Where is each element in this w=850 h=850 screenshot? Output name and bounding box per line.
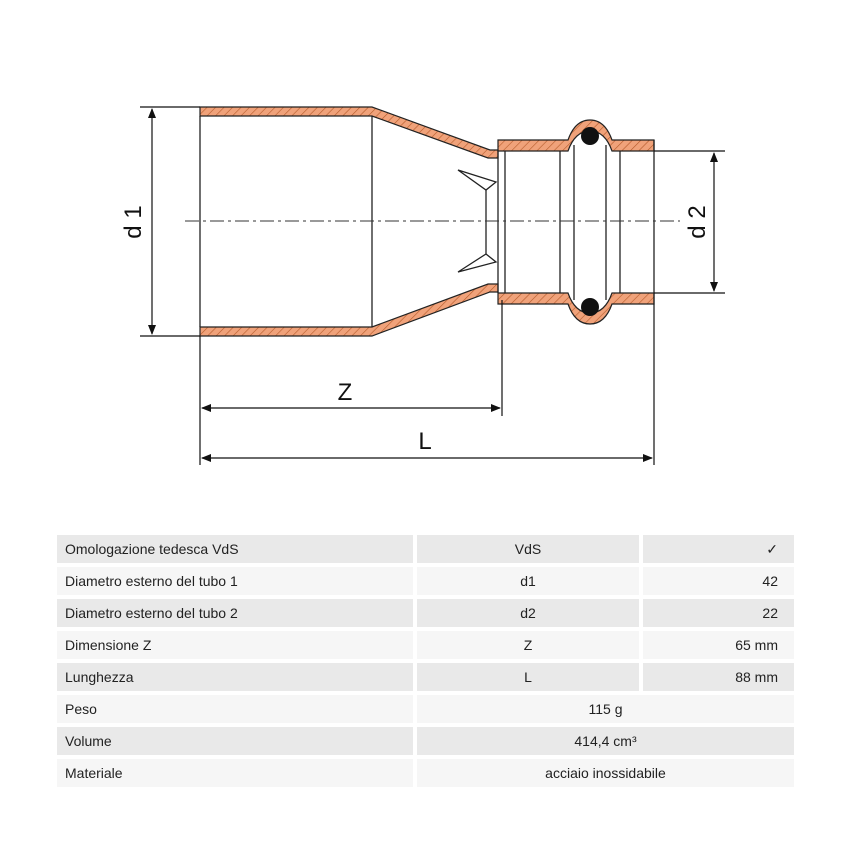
check-icon: ✓ (643, 535, 794, 567)
d1-label: d 1 (120, 205, 147, 239)
table-row (57, 695, 794, 727)
o-ring-top (581, 127, 599, 145)
row-symbol: d2 (417, 599, 643, 631)
row-label: Diametro esterno del tubo 1 (57, 567, 417, 599)
row-value: 88 mm (643, 663, 794, 695)
row-symbol: L (417, 663, 643, 695)
row-value: 65 mm (643, 631, 794, 663)
row-label: Omologazione tedesca VdS (57, 535, 417, 567)
specifications-table (57, 535, 794, 791)
row-label: Volume (57, 727, 417, 759)
l-label: L (418, 428, 432, 455)
z-label: Z (337, 379, 353, 406)
table-row (57, 663, 794, 695)
row-value: 22 (643, 599, 794, 631)
table-row (57, 599, 794, 631)
o-ring-bottom (581, 298, 599, 316)
row-value: acciaio inossidabile (417, 759, 794, 791)
row-label: Dimensione Z (57, 631, 417, 663)
row-value: 115 g (417, 695, 794, 727)
row-label: Lunghezza (57, 663, 417, 695)
table-row (57, 567, 794, 599)
row-label: Materiale (57, 759, 417, 791)
row-symbol: d1 (417, 567, 643, 599)
table-row (57, 727, 794, 759)
row-symbol: VdS (417, 535, 643, 567)
table-row (57, 535, 794, 567)
table-row (57, 631, 794, 663)
d2-label: d 2 (684, 205, 711, 239)
row-value: 42 (643, 567, 794, 599)
row-symbol: Z (417, 631, 643, 663)
table-row (57, 759, 794, 791)
row-label: Peso (57, 695, 417, 727)
row-value: 414,4 cm³ (417, 727, 794, 759)
row-label: Diametro esterno del tubo 2 (57, 599, 417, 631)
